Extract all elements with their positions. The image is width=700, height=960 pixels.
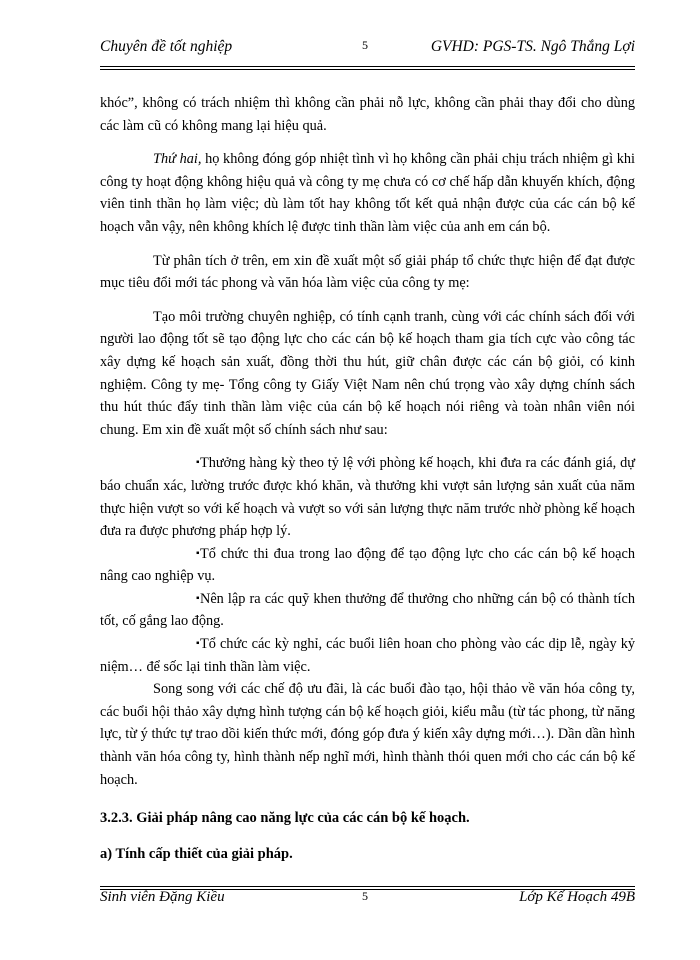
footer-page-number: 5	[362, 889, 368, 903]
bullet-item-text: Nên lập ra các quỹ khen thưởng để thưởng cho những cán bộ có thành tích tốt, cố gắng lao động.	[100, 590, 635, 630]
bullet-item-holidays	[100, 633, 635, 678]
paragraph-second-reason-text: họ không đóng góp nhiệt tình vì họ không cần phải chịu trách nhiệm gì khi công ty hoạt động không hiệu quả và công ty mẹ chưa có cơ chế hấp dẫn khuyến khích, động viên tinh thần họ làm việc; dù làm tốt hay không tốt kết quả nhận được của các cán bộ kế hoạch vẫn vậy, nên không khích lệ được tinh thần làm việc của anh em cán bộ.	[100, 151, 635, 235]
bullet-square-icon: ▪	[196, 638, 200, 650]
bullet-square-icon: ▪	[196, 592, 200, 604]
paragraph-work-environment: Tạo môi trường chuyên nghiệp, có tính cạnh tranh, cùng với các chính sách đối với người lao động tốt sẽ tạo động lực cho các cán bộ kế hoạch tham gia tích cực vào công tác xây dựng kế hoạch sản xuất, đồng thời thu hút, giữ chân được các cán bộ giỏi, có kinh nghiệm. Công ty mẹ- Tổng công ty Giấy Việt Nam nên chú trọng vào xây dựng chính sách thu hút thúc đẩy tinh thần làm việc của cán bộ kế hoạch nói riêng và toàn nhân viên nói chung. Em xin đề xuất một số chính sách như sau:	[100, 308, 635, 438]
bullet-square-icon: ▪	[196, 457, 200, 469]
bullet-item-competition	[100, 543, 635, 588]
bullet-item-text: Tổ chức thi đua trong lao động để tạo động lực cho các cán bộ kế hoạch nâng cao nghiệp vụ.	[100, 545, 635, 585]
page-header	[100, 38, 635, 68]
footer-class-name: Lớp Kế Hoạch 49B	[519, 889, 635, 905]
header-divider	[100, 66, 635, 70]
header-page-number: 5	[362, 38, 368, 52]
subsection-heading: a) Tính cấp thiết của giải pháp.	[100, 846, 293, 863]
bullet-item-reward	[100, 452, 635, 542]
paragraph-continuation: khóc”, không có trách nhiệm thì không cần phải nỗ lực, không cần phải thay đổi cho dùng các làm cũ có không mang lại hiệu quả.	[100, 95, 635, 134]
section-heading: 3.2.3. Giải pháp nâng cao năng lực của các cán bộ kế hoạch.	[100, 810, 470, 827]
bullet-square-icon: ▪	[196, 547, 200, 559]
bullet-item-fund	[100, 588, 635, 633]
paragraph-second-reason	[100, 148, 635, 238]
header-supervisor: GVHD: PGS-TS. Ngô Thắng Lợi	[430, 38, 635, 55]
paragraph-lead-italic: Thứ hai,	[153, 151, 202, 168]
bullet-item-text: Thưởng hàng kỳ theo tỷ lệ với phòng kế hoạch, khi đưa ra các đánh giá, dự báo chuẩn xác, lường trước được khó khăn, và thưởng khi vượt sản lượng sản xuất của năm thực hiện vượt so với kế hoạch và vượt so với sản lượng thực năm trước nhờ phòng kế hoạch đưa ra được phương pháp hợp lý.	[100, 455, 635, 540]
paragraph-proposal-intro: Từ phân tích ở trên, em xin đề xuất một số giải pháp tổ chức thực hiện để đạt được mục tiêu đổi mới tác phong và văn hóa làm việc của công ty mẹ:	[100, 252, 635, 292]
bullet-item-text: Tổ chức các kỳ nghỉ, các buổi liên hoan cho phòng vào các dịp lễ, ngày kỷ niệm… để sốc lại tinh thần làm việc.	[100, 636, 635, 675]
header-document-title: Chuyên đề tốt nghiệp	[100, 38, 233, 55]
page-footer	[100, 889, 635, 913]
document-body	[100, 92, 635, 865]
footer-student-name: Sinh viên Đặng Kiều	[100, 889, 225, 905]
paragraph-training: Song song với các chế độ ưu đãi, là các buổi đào tạo, hội thảo về văn hóa công ty, các buổi hội thảo xây dựng hình tượng cán bộ kế hoạch giỏi, kiểu mẫu (từ tác phong, từ năng lực, từ ý thức tự trao dồi kiến thức mới, đóng góp đưa ý kiến xây dựng mới…). Dần dần hình thành văn hóa công ty, hình thành nếp nghĩ mới, hình thành thói quen mới cho các cán bộ kế hoạch.	[100, 681, 635, 788]
